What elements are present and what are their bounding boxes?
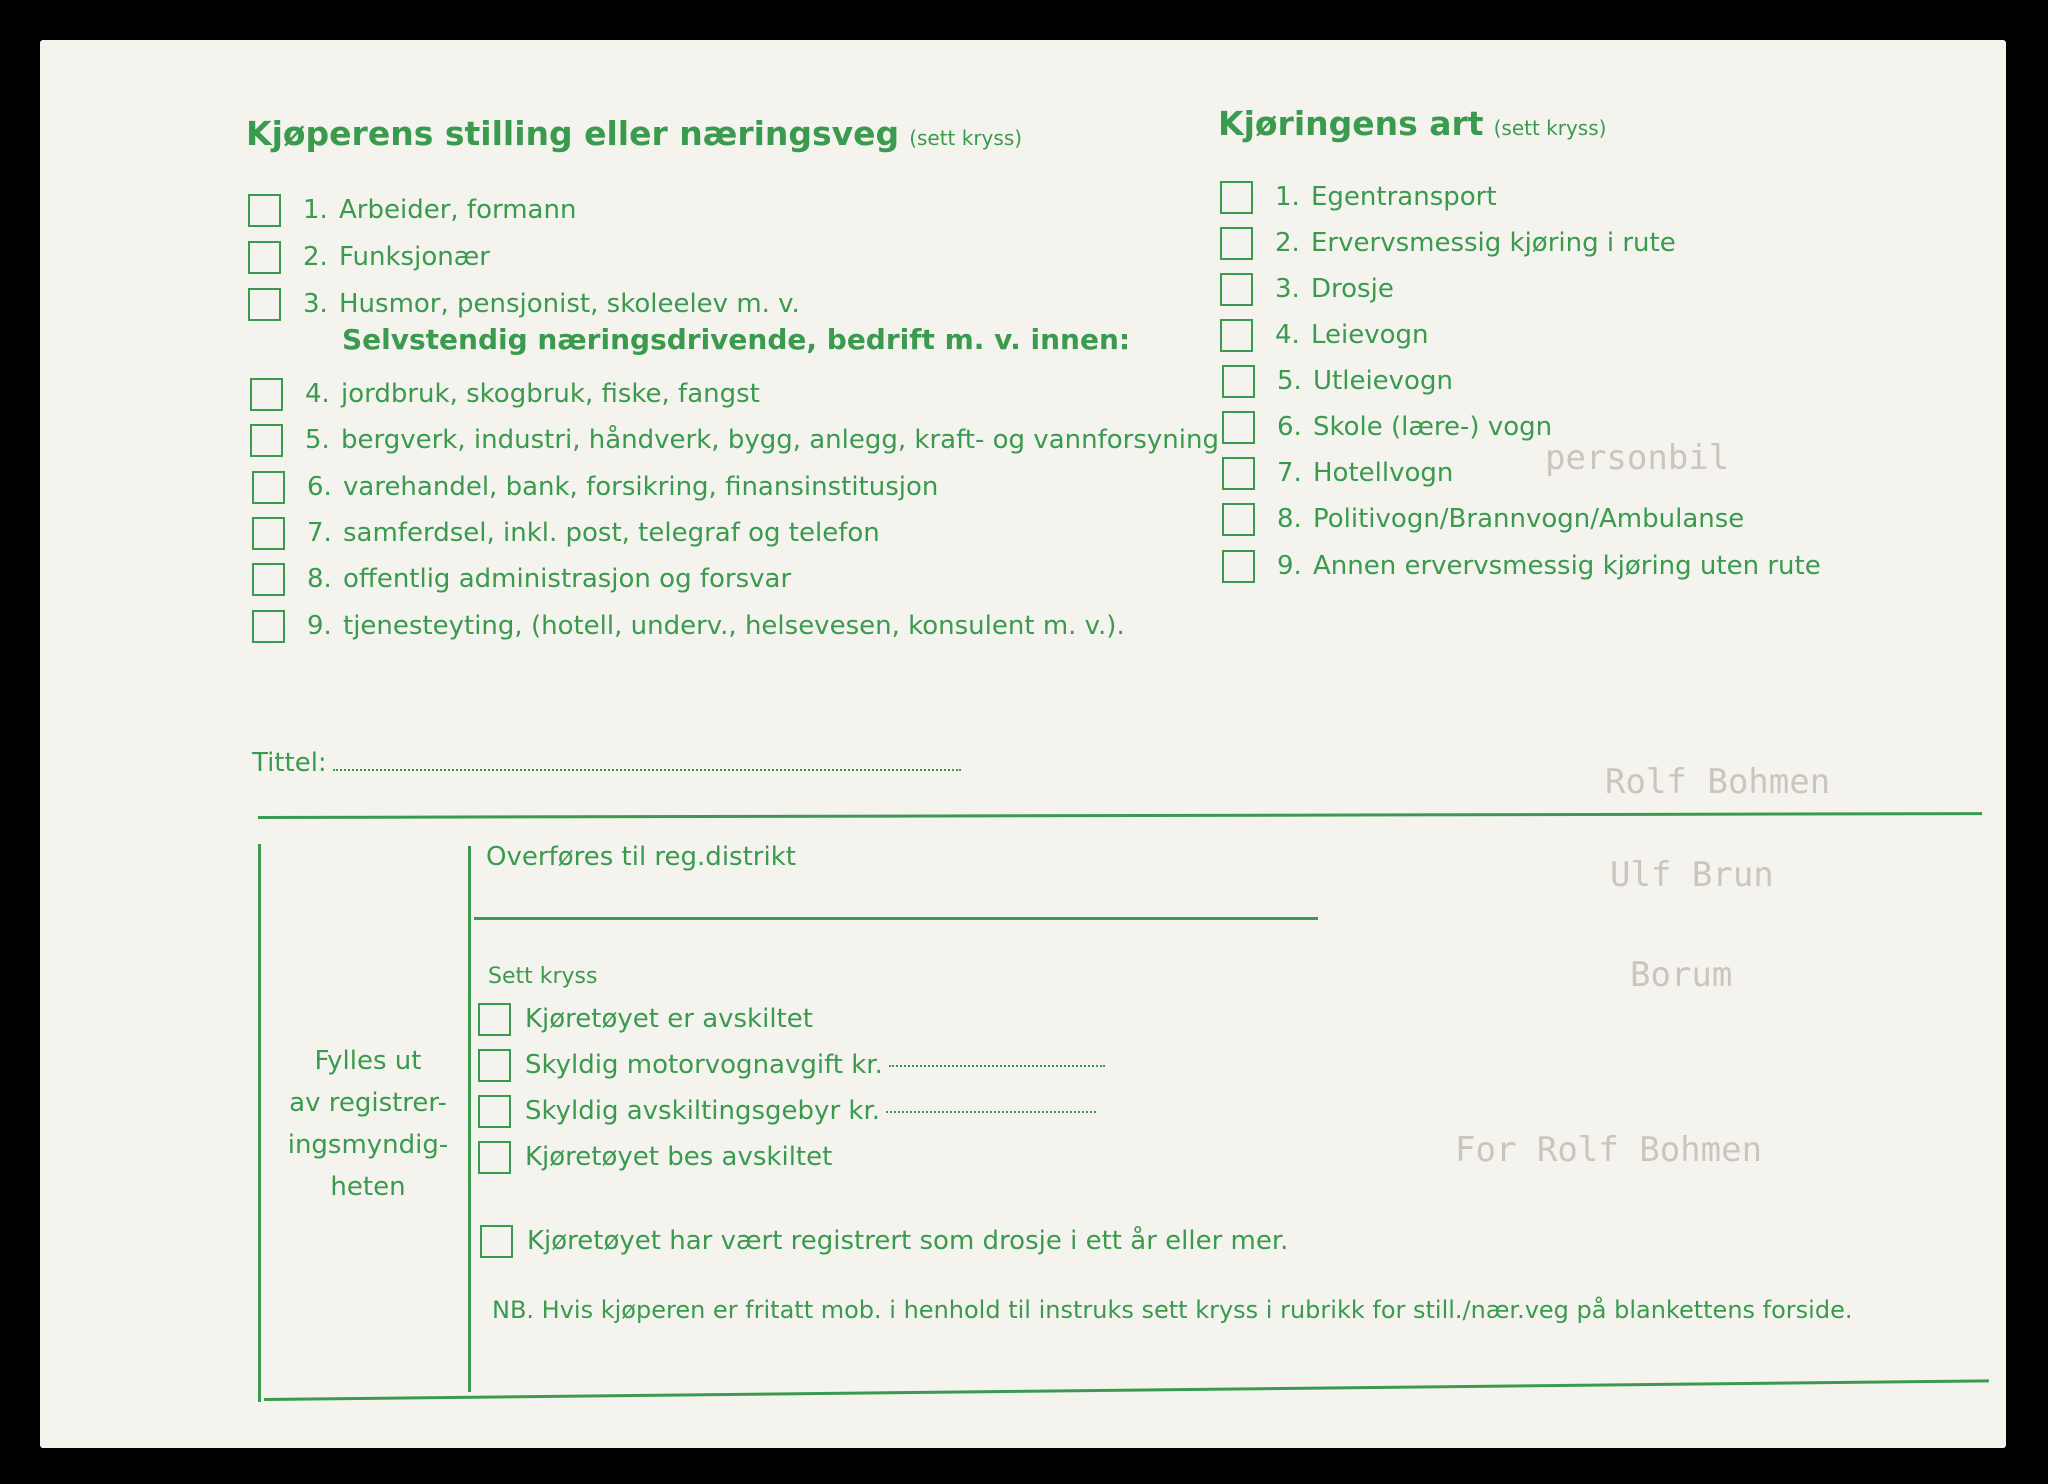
option-label: Kjøretøyet har vært registrert som drosje i ett år eller mer.: [527, 1226, 1289, 1256]
registry-box-bottom-border: [264, 1379, 1989, 1401]
registry-box-divider: [468, 846, 471, 1392]
checkbox[interactable]: [252, 610, 285, 643]
driving-type-option[interactable]: 8. Politivogn/Brannvogn/Ambulanse: [1222, 500, 1744, 538]
option-label: bergverk, industri, håndverk, bygg, anlegg, kraft- og vannforsyning: [341, 425, 1219, 455]
buyer-occupation-heading: [246, 114, 1022, 153]
option-label: Utleievogn: [1313, 366, 1453, 396]
registry-box-top-border: [258, 812, 1982, 819]
cross-instruction: Sett kryss: [488, 964, 598, 989]
driving-type-option[interactable]: 3. Drosje: [1220, 270, 1394, 308]
checkbox[interactable]: [248, 288, 281, 321]
registry-check-option[interactable]: [478, 1092, 1096, 1130]
occupation-option[interactable]: 8. offentlig administrasjon og forsvar: [252, 560, 791, 598]
option-label: Skyldig motorvognavgift kr.: [525, 1050, 883, 1080]
checkbox[interactable]: [1222, 457, 1255, 490]
title-field-dotted-line[interactable]: [333, 768, 961, 771]
taxi-registration-option[interactable]: [480, 1222, 1288, 1260]
occupation-option[interactable]: 9. tjenesteyting, (hotell, underv., helsevesen, konsulent m. v.).: [252, 607, 1125, 645]
self-employed-subheading: Selvstendig næringsdrivende, bedrift m. v. innen:: [342, 323, 1131, 356]
option-label: Leievogn: [1311, 320, 1429, 350]
option-label: Annen ervervsmessig kjøring uten rute: [1313, 551, 1821, 581]
occupation-option[interactable]: 4. jordbruk, skogbruk, fiske, fangst: [250, 375, 760, 413]
checkbox[interactable]: [250, 424, 283, 457]
option-label: jordbruk, skogbruk, fiske, fangst: [341, 379, 760, 409]
occupation-option[interactable]: 7. samferdsel, inkl. post, telegraf og telefon: [252, 514, 880, 552]
exemption-note: NB. Hvis kjøperen er fritatt mob. i henhold til instruks sett kryss i rubrikk for still./nær.veg på blankettens forside.: [492, 1296, 1853, 1324]
checkbox[interactable]: [252, 517, 285, 550]
option-label: Kjøretøyet er avskiltet: [525, 1004, 813, 1034]
title-field-label: Tittel:: [252, 748, 327, 778]
checkbox[interactable]: [252, 471, 285, 504]
occupation-option[interactable]: 2. Funksjonær: [248, 238, 490, 276]
amount-dotted-line[interactable]: [889, 1064, 1105, 1067]
title-field[interactable]: [252, 748, 961, 778]
checkbox[interactable]: [248, 241, 281, 274]
registry-check-option[interactable]: [478, 1138, 832, 1176]
checkbox[interactable]: [1222, 550, 1255, 583]
driving-type-note: (sett kryss): [1493, 116, 1607, 140]
show-through-text: Ulf Brun: [1610, 855, 1774, 895]
driving-type-option[interactable]: 6. Skole (lære-) vogn: [1222, 408, 1552, 446]
option-label: Skole (lære-) vogn: [1313, 412, 1553, 442]
driving-type-title: Kjøringens art: [1218, 104, 1484, 143]
occupation-option[interactable]: 1. Arbeider, formann: [248, 191, 576, 229]
checkbox[interactable]: [248, 194, 281, 227]
option-label: Arbeider, formann: [339, 195, 577, 225]
driving-type-option[interactable]: 9. Annen ervervsmessig kjøring uten rute: [1222, 547, 1821, 585]
checkbox[interactable]: [1222, 503, 1255, 536]
option-label: tjenesteyting, (hotell, underv., helsevesen, konsulent m. v.).: [343, 611, 1125, 641]
show-through-text: personbil: [1545, 438, 1730, 478]
checkbox[interactable]: [478, 1003, 511, 1036]
driving-type-option[interactable]: 1. Egentransport: [1220, 178, 1497, 216]
option-label: Politivogn/Brannvogn/Ambulanse: [1313, 504, 1745, 534]
option-label: Skyldig avskiltingsgebyr kr.: [525, 1096, 881, 1126]
transfer-district-line[interactable]: [474, 917, 1318, 920]
registry-box-left-border: [258, 844, 261, 1402]
option-label: Hotellvogn: [1313, 458, 1454, 488]
driving-type-option[interactable]: 5. Utleievogn: [1222, 362, 1453, 400]
checkbox[interactable]: [250, 378, 283, 411]
buyer-occupation-title: Kjøperens stilling eller næringsveg: [246, 114, 900, 153]
option-label: samferdsel, inkl. post, telegraf og telefon: [343, 518, 880, 548]
driving-type-option[interactable]: 2. Ervervsmessig kjøring i rute: [1220, 224, 1676, 262]
option-label: Kjøretøyet bes avskiltet: [525, 1142, 833, 1172]
option-label: Drosje: [1311, 274, 1394, 304]
driving-type-option[interactable]: 7. Hotellvogn: [1222, 454, 1453, 492]
buyer-occupation-note: (sett kryss): [909, 126, 1023, 150]
checkbox[interactable]: [1220, 273, 1253, 306]
driving-type-heading: [1218, 104, 1606, 143]
option-label: varehandel, bank, forsikring, finansinstitusjon: [343, 472, 939, 502]
option-label: offentlig administrasjon og forsvar: [343, 564, 792, 594]
registry-check-option[interactable]: [478, 1000, 813, 1038]
show-through-text: Borum: [1630, 955, 1733, 995]
transfer-district-label: Overføres til reg.distrikt: [486, 842, 796, 872]
form-sheet: [40, 40, 2006, 1448]
checkbox[interactable]: [478, 1049, 511, 1082]
option-label: Funksjonær: [339, 242, 490, 272]
checkbox[interactable]: [1220, 181, 1253, 214]
checkbox[interactable]: [1220, 227, 1253, 260]
checkbox[interactable]: [480, 1225, 513, 1258]
option-label: Ervervsmessig kjøring i rute: [1311, 228, 1676, 258]
checkbox[interactable]: [478, 1141, 511, 1174]
checkbox[interactable]: [1220, 319, 1253, 352]
occupation-option[interactable]: 5. bergverk, industri, håndverk, bygg, anlegg, kraft- og vannforsyning: [250, 421, 1219, 459]
show-through-text: Rolf Bohmen: [1605, 762, 1831, 802]
occupation-option[interactable]: 6. varehandel, bank, forsikring, finansinstitusjon: [252, 468, 938, 506]
checkbox[interactable]: [1222, 365, 1255, 398]
driving-type-option[interactable]: 4. Leievogn: [1220, 316, 1429, 354]
checkbox[interactable]: [1222, 411, 1255, 444]
option-label: Husmor, pensjonist, skoleelev m. v.: [339, 289, 800, 319]
occupation-option[interactable]: 3. Husmor, pensjonist, skoleelev m. v.: [248, 285, 800, 323]
registry-check-option[interactable]: [478, 1046, 1105, 1084]
checkbox[interactable]: [478, 1095, 511, 1128]
registry-authority-label: Fylles ut av registrer- ingsmyndig- heten: [287, 1046, 449, 1202]
show-through-text: For Rolf Bohmen: [1455, 1130, 1763, 1170]
option-label: Egentransport: [1311, 182, 1497, 212]
amount-dotted-line[interactable]: [886, 1110, 1096, 1113]
checkbox[interactable]: [252, 563, 285, 596]
